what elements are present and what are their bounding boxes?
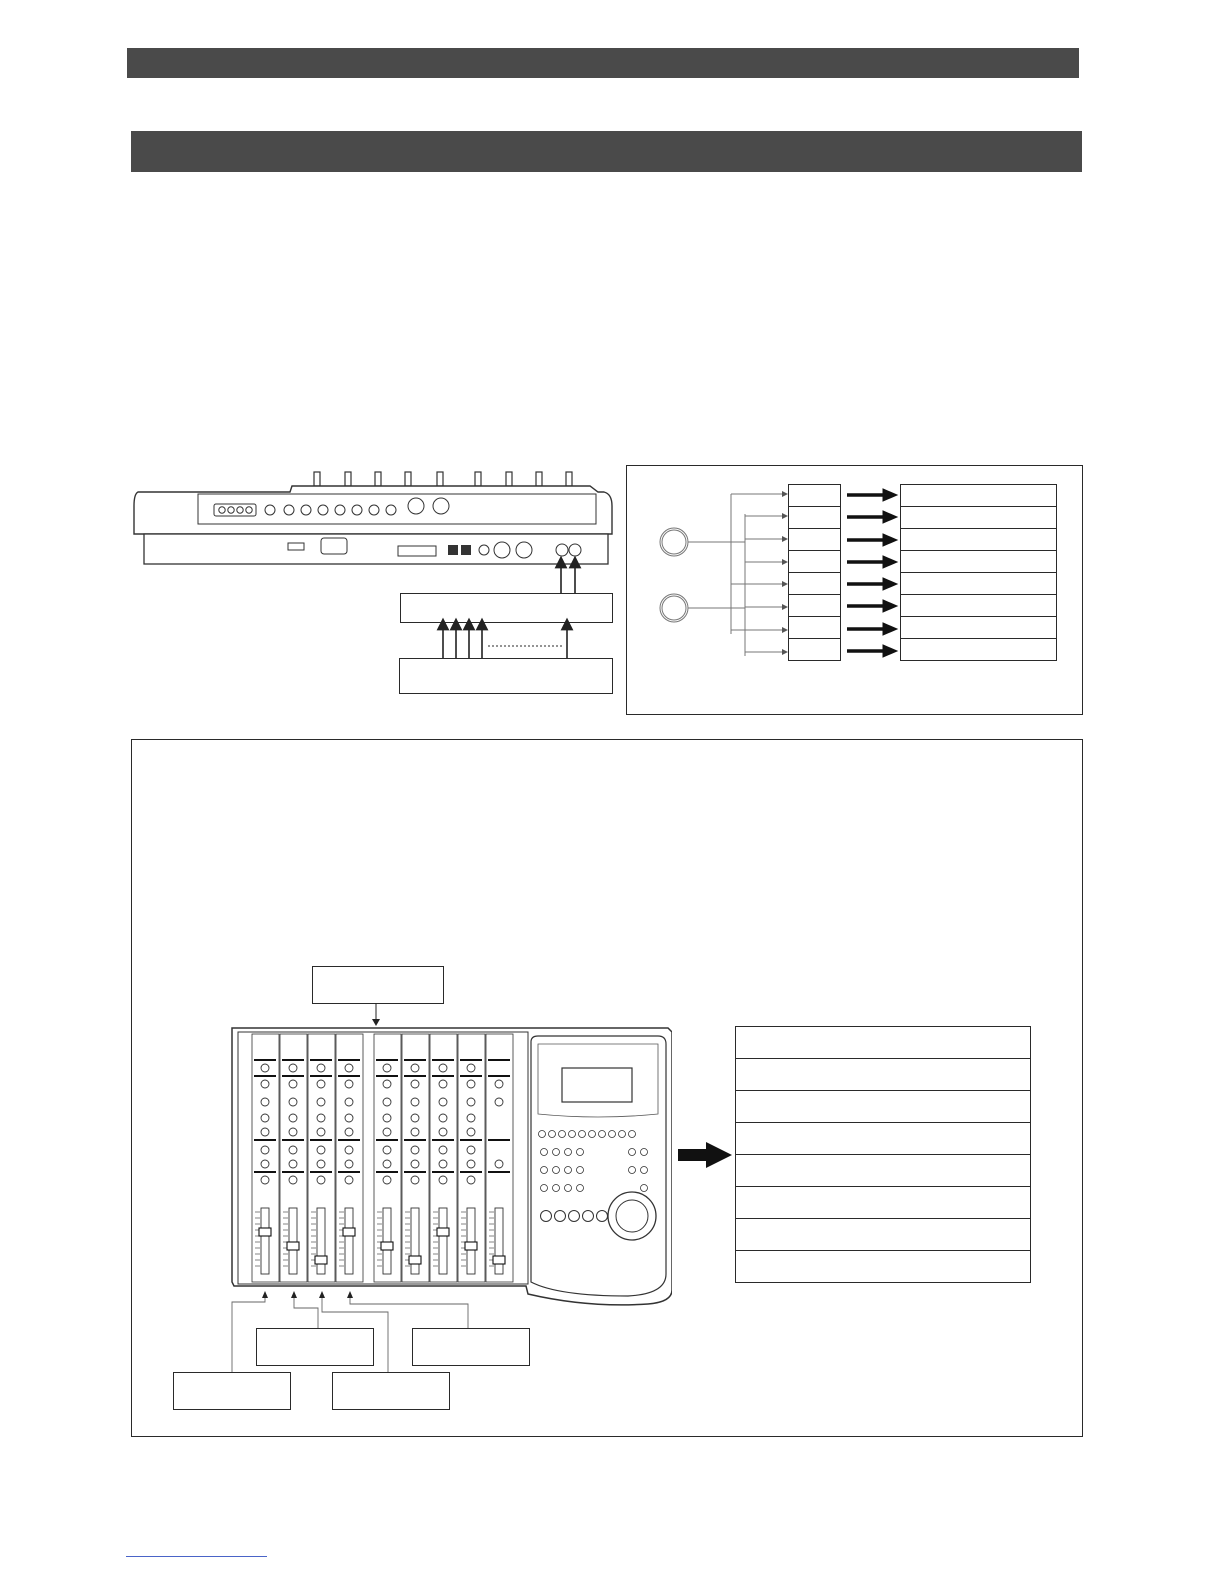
knob-icon bbox=[345, 1080, 353, 1088]
transport-button-icon bbox=[597, 1211, 608, 1222]
list-row bbox=[735, 1026, 1031, 1059]
knob-icon bbox=[411, 1128, 419, 1136]
knob-icon bbox=[383, 1176, 391, 1184]
knob-icon bbox=[411, 1114, 419, 1122]
channel-strip bbox=[280, 1034, 307, 1282]
transport-button-icon bbox=[541, 1211, 552, 1222]
bottom-callout-1 bbox=[256, 1328, 374, 1366]
knob-icon bbox=[495, 1160, 503, 1168]
knob-icon bbox=[467, 1080, 475, 1088]
destination-boxes bbox=[900, 484, 1057, 661]
channel-strip bbox=[252, 1034, 279, 1282]
list-row bbox=[735, 1090, 1031, 1123]
input-jack-2 bbox=[660, 594, 688, 622]
parameter-list bbox=[735, 1026, 1031, 1283]
button-icon bbox=[565, 1149, 572, 1156]
knob-icon bbox=[383, 1128, 391, 1136]
button-icon bbox=[549, 1131, 556, 1138]
knob-icon bbox=[467, 1176, 475, 1184]
button-icon bbox=[579, 1131, 586, 1138]
button-icon bbox=[553, 1167, 560, 1174]
button-icon bbox=[589, 1131, 596, 1138]
knob-icon bbox=[261, 1176, 269, 1184]
knob-icon bbox=[467, 1146, 475, 1154]
knob-icon bbox=[411, 1146, 419, 1154]
knob-icon bbox=[261, 1098, 269, 1106]
knob-icon bbox=[345, 1176, 353, 1184]
knob-icon bbox=[261, 1160, 269, 1168]
button-icon bbox=[577, 1185, 584, 1192]
button-icon bbox=[577, 1149, 584, 1156]
knob-icon bbox=[261, 1114, 269, 1122]
mixer-top-view bbox=[228, 1024, 672, 1308]
destination-box bbox=[900, 550, 1057, 573]
rear-panel-arrows bbox=[430, 550, 590, 660]
knob-icon bbox=[261, 1128, 269, 1136]
knob-icon bbox=[411, 1064, 419, 1072]
knob-icon bbox=[289, 1114, 297, 1122]
knob-icon bbox=[467, 1128, 475, 1136]
knob-icon bbox=[467, 1114, 475, 1122]
routing-diagram bbox=[626, 465, 1083, 715]
knob-icon bbox=[345, 1128, 353, 1136]
channel-boxes bbox=[788, 484, 841, 661]
fader-cap bbox=[437, 1228, 449, 1236]
destination-box bbox=[900, 484, 1057, 507]
knob-icon bbox=[411, 1160, 419, 1168]
button-icon bbox=[565, 1167, 572, 1174]
knob-icon bbox=[383, 1064, 391, 1072]
knob-icon bbox=[261, 1146, 269, 1154]
knob-icon bbox=[383, 1114, 391, 1122]
knob-icon bbox=[467, 1098, 475, 1106]
list-row bbox=[735, 1250, 1031, 1283]
top-callout bbox=[312, 966, 444, 1004]
knob-icon bbox=[345, 1098, 353, 1106]
big-right-arrow bbox=[678, 1142, 732, 1168]
knob-icon bbox=[383, 1080, 391, 1088]
channel-strip bbox=[374, 1034, 401, 1282]
button-icon bbox=[599, 1131, 606, 1138]
button-icon bbox=[619, 1131, 626, 1138]
channel-box bbox=[788, 506, 841, 529]
knob-icon bbox=[383, 1146, 391, 1154]
button-icon bbox=[629, 1131, 636, 1138]
button-icon bbox=[541, 1149, 548, 1156]
transport-button-icon bbox=[555, 1211, 566, 1222]
button-icon bbox=[629, 1149, 636, 1156]
knob-icon bbox=[261, 1064, 269, 1072]
button-icon bbox=[577, 1167, 584, 1174]
knob-icon bbox=[439, 1098, 447, 1106]
destination-box bbox=[900, 638, 1057, 661]
knob-icon bbox=[261, 1080, 269, 1088]
button-icon bbox=[559, 1131, 566, 1138]
button-icon bbox=[641, 1185, 648, 1192]
knob-icon bbox=[317, 1128, 325, 1136]
knob-icon bbox=[439, 1146, 447, 1154]
button-icon bbox=[569, 1131, 576, 1138]
channel-strip bbox=[308, 1034, 335, 1282]
knob-icon bbox=[289, 1080, 297, 1088]
knob-icon bbox=[289, 1098, 297, 1106]
fader-cap bbox=[493, 1256, 505, 1264]
knob-icon bbox=[317, 1176, 325, 1184]
knob-icon bbox=[383, 1098, 391, 1106]
list-row bbox=[735, 1122, 1031, 1155]
channel-strip bbox=[430, 1034, 457, 1282]
knob-icon bbox=[439, 1128, 447, 1136]
knob-icon bbox=[317, 1160, 325, 1168]
button-icon bbox=[565, 1185, 572, 1192]
knob-icon bbox=[467, 1160, 475, 1168]
knob-icon bbox=[289, 1160, 297, 1168]
bottom-callout-4 bbox=[332, 1372, 450, 1410]
channel-box bbox=[788, 572, 841, 595]
route-arrows bbox=[845, 484, 903, 668]
knob-icon bbox=[411, 1080, 419, 1088]
destination-box bbox=[900, 528, 1057, 551]
channel-box bbox=[788, 594, 841, 617]
channel-strip bbox=[336, 1034, 363, 1282]
knob-icon bbox=[289, 1146, 297, 1154]
knob-icon bbox=[317, 1080, 325, 1088]
button-icon bbox=[641, 1167, 648, 1174]
knob-icon bbox=[317, 1146, 325, 1154]
knob-icon bbox=[467, 1064, 475, 1072]
fader-cap bbox=[343, 1228, 355, 1236]
destination-box bbox=[900, 506, 1057, 529]
channel-box bbox=[788, 528, 841, 551]
bottom-callout-2 bbox=[412, 1328, 530, 1366]
channel-box bbox=[788, 484, 841, 507]
fader-cap bbox=[259, 1228, 271, 1236]
channel-box bbox=[788, 638, 841, 661]
knob-icon bbox=[411, 1098, 419, 1106]
knob-icon bbox=[317, 1114, 325, 1122]
button-icon bbox=[539, 1131, 546, 1138]
knob-icon bbox=[317, 1064, 325, 1072]
knob-icon bbox=[345, 1160, 353, 1168]
list-row bbox=[735, 1186, 1031, 1219]
list-row bbox=[735, 1218, 1031, 1251]
input-jack-1 bbox=[660, 528, 688, 556]
channel-strip bbox=[402, 1034, 429, 1282]
bottom-callout-3 bbox=[173, 1372, 291, 1410]
button-icon bbox=[641, 1149, 648, 1156]
knob-icon bbox=[439, 1080, 447, 1088]
button-icon bbox=[609, 1131, 616, 1138]
knob-icon bbox=[439, 1176, 447, 1184]
source-box bbox=[399, 658, 613, 694]
button-icon bbox=[553, 1185, 560, 1192]
knob-icon bbox=[289, 1064, 297, 1072]
destination-box bbox=[900, 616, 1057, 639]
section-title-bar bbox=[131, 131, 1082, 172]
fader-cap bbox=[465, 1242, 477, 1250]
knob-icon bbox=[383, 1160, 391, 1168]
list-row bbox=[735, 1154, 1031, 1187]
fader-cap bbox=[409, 1256, 421, 1264]
button-icon bbox=[541, 1167, 548, 1174]
button-icon bbox=[541, 1185, 548, 1192]
knob-icon bbox=[345, 1064, 353, 1072]
knob-icon bbox=[317, 1098, 325, 1106]
button-icon bbox=[553, 1149, 560, 1156]
button-icon bbox=[629, 1167, 636, 1174]
fader-cap bbox=[381, 1242, 393, 1250]
knob-icon bbox=[495, 1098, 503, 1106]
transport-button-icon bbox=[583, 1211, 594, 1222]
channel-strip bbox=[486, 1034, 513, 1282]
knob-icon bbox=[439, 1064, 447, 1072]
knob-icon bbox=[345, 1146, 353, 1154]
knob-icon bbox=[439, 1160, 447, 1168]
knob-icon bbox=[495, 1080, 503, 1088]
knob-icon bbox=[289, 1128, 297, 1136]
knob-icon bbox=[289, 1176, 297, 1184]
knob-icon bbox=[345, 1114, 353, 1122]
transport-button-icon bbox=[569, 1211, 580, 1222]
destination-box bbox=[900, 594, 1057, 617]
header-bar bbox=[127, 48, 1079, 78]
footer-link[interactable] bbox=[126, 1556, 267, 1561]
knob-icon bbox=[439, 1114, 447, 1122]
channel-box bbox=[788, 550, 841, 573]
list-row bbox=[735, 1058, 1031, 1091]
destination-box bbox=[900, 572, 1057, 595]
channel-strip bbox=[458, 1034, 485, 1282]
fader-cap bbox=[315, 1256, 327, 1264]
knob-icon bbox=[411, 1176, 419, 1184]
fader-cap bbox=[287, 1242, 299, 1250]
channel-box bbox=[788, 616, 841, 639]
